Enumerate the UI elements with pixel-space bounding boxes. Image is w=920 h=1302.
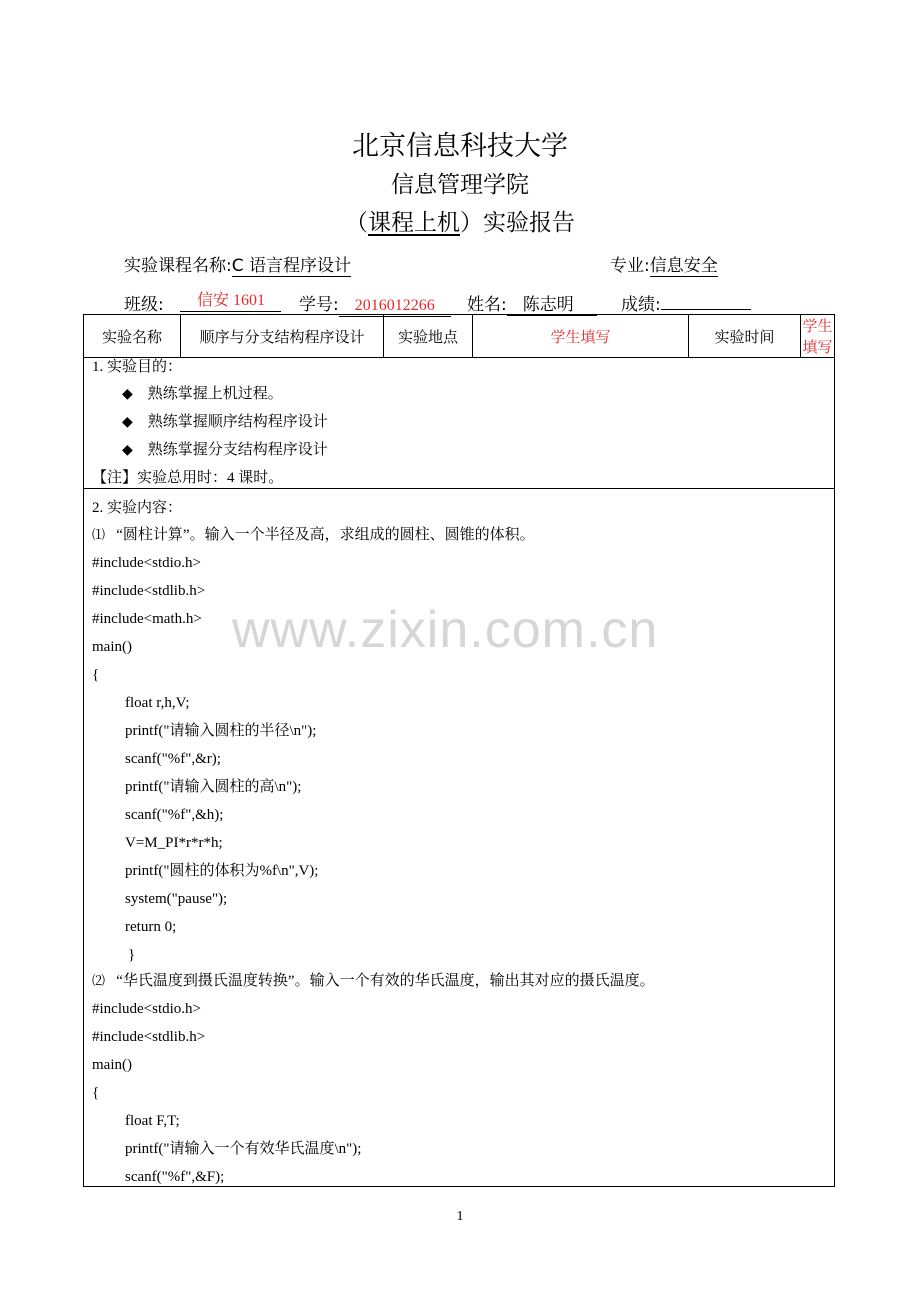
- task1-line: [92, 525, 535, 545]
- exp-name-value: 顺序与分支结构程序设计: [181, 315, 384, 358]
- university-title: 北京信息科技大学: [352, 131, 568, 162]
- code2-line: {: [92, 1085, 100, 1101]
- diamond-icon: ◆: [122, 443, 133, 458]
- code2-line: #include<stdlib.h>: [92, 1029, 206, 1045]
- code2-line: printf("请输入一个有效华氏温度\n");: [125, 1141, 362, 1157]
- report-title-suffix: ）实验报告: [460, 210, 575, 236]
- course-line: [124, 251, 351, 277]
- name-label: 姓名:: [467, 295, 507, 315]
- task2-desc: “华氏温度到摄氏温度转换”。输入一个有效的华氏温度，输出其对应的摄氏温度。: [116, 973, 655, 989]
- bullet-2-text: 熟练掌握顺序结构程序设计: [147, 414, 328, 430]
- location-value: 学生填写: [473, 315, 689, 358]
- bullet-1: [122, 384, 283, 405]
- code1-line: system("pause");: [125, 891, 228, 907]
- time-note: 【注】实验总用时：4 课时。: [92, 470, 284, 486]
- code1-line: printf("请输入圆柱的半径\n");: [125, 723, 317, 739]
- class-value: 信安 1601: [180, 291, 281, 312]
- code1-line: printf("圆柱的体积为%f\n",V);: [125, 863, 319, 879]
- code1-line: return 0;: [125, 919, 177, 935]
- bullet-3: [122, 440, 328, 461]
- class-value-wrap: [180, 290, 281, 312]
- code1-line: scanf("%f",&h);: [125, 807, 224, 823]
- code1-line: }: [128, 947, 136, 963]
- code1-line: printf("请输入圆柱的高\n");: [125, 779, 302, 795]
- task1-number: ⑴: [92, 527, 106, 542]
- report-title-underlined: 课程上机: [368, 210, 460, 236]
- bullet-1-text: 熟练掌握上机过程。: [147, 386, 283, 402]
- time-label: 实验时间: [689, 315, 801, 358]
- course-label: 实验课程名称:: [124, 256, 232, 276]
- code2-line: main(): [92, 1057, 132, 1073]
- name-value: 陈志明: [507, 295, 597, 316]
- diamond-icon: ◆: [122, 387, 133, 402]
- bullet-3-text: 熟练掌握分支结构程序设计: [147, 442, 328, 458]
- task1-desc: “圆柱计算”。输入一个半径及高，求组成的圆柱、圆锥的体积。: [116, 527, 535, 543]
- watermark: www.zixin.com.cn: [232, 601, 659, 659]
- course-value: C 语言程序设计: [231, 256, 352, 276]
- location-label: 实验地点: [384, 315, 473, 358]
- code1-line: V=M_PI*r*r*h;: [125, 835, 223, 851]
- section1-heading: 1. 实验目的：: [92, 359, 183, 375]
- id-value: 2016012266: [339, 296, 451, 317]
- id-line: [299, 290, 451, 317]
- code1-line: #include<stdio.h>: [92, 555, 201, 571]
- task2-number: ⑵: [92, 973, 106, 988]
- bullet-2: [122, 412, 328, 433]
- major-value: 信息安全: [649, 256, 718, 276]
- time-value: 学生填写: [801, 315, 835, 358]
- code1-line: scanf("%f",&r);: [125, 751, 221, 767]
- diamond-icon: ◆: [122, 415, 133, 430]
- section-objectives: [83, 349, 835, 489]
- code1-line: #include<math.h>: [92, 611, 202, 627]
- class-label: 班级:: [124, 295, 164, 315]
- code1-line: float r,h,V;: [125, 695, 190, 711]
- major-label: 专业:: [610, 256, 650, 276]
- task2-line: [92, 971, 655, 991]
- school-title: 信息管理学院: [391, 172, 529, 198]
- exp-name-label: 实验名称: [84, 315, 181, 358]
- section2-heading: 2. 实验内容：: [92, 500, 183, 516]
- class-line: [124, 290, 164, 315]
- score-value: [661, 309, 751, 310]
- code1-line: main(): [92, 639, 132, 655]
- code2-line: scanf("%f",&F);: [125, 1169, 225, 1185]
- name-line: [467, 290, 597, 316]
- report-title-prefix: （: [345, 210, 368, 236]
- code1-line: {: [92, 667, 100, 683]
- code2-line: #include<stdio.h>: [92, 1001, 201, 1017]
- score-label: 成绩:: [621, 295, 661, 315]
- page-number: 1: [456, 1209, 464, 1224]
- code2-line: float F,T;: [125, 1113, 180, 1129]
- section-content: [83, 488, 835, 1187]
- major-line: [610, 251, 718, 277]
- id-label: 学号:: [299, 295, 339, 315]
- code1-line: #include<stdlib.h>: [92, 583, 206, 599]
- report-title: [0, 204, 920, 237]
- score-line: [621, 290, 751, 315]
